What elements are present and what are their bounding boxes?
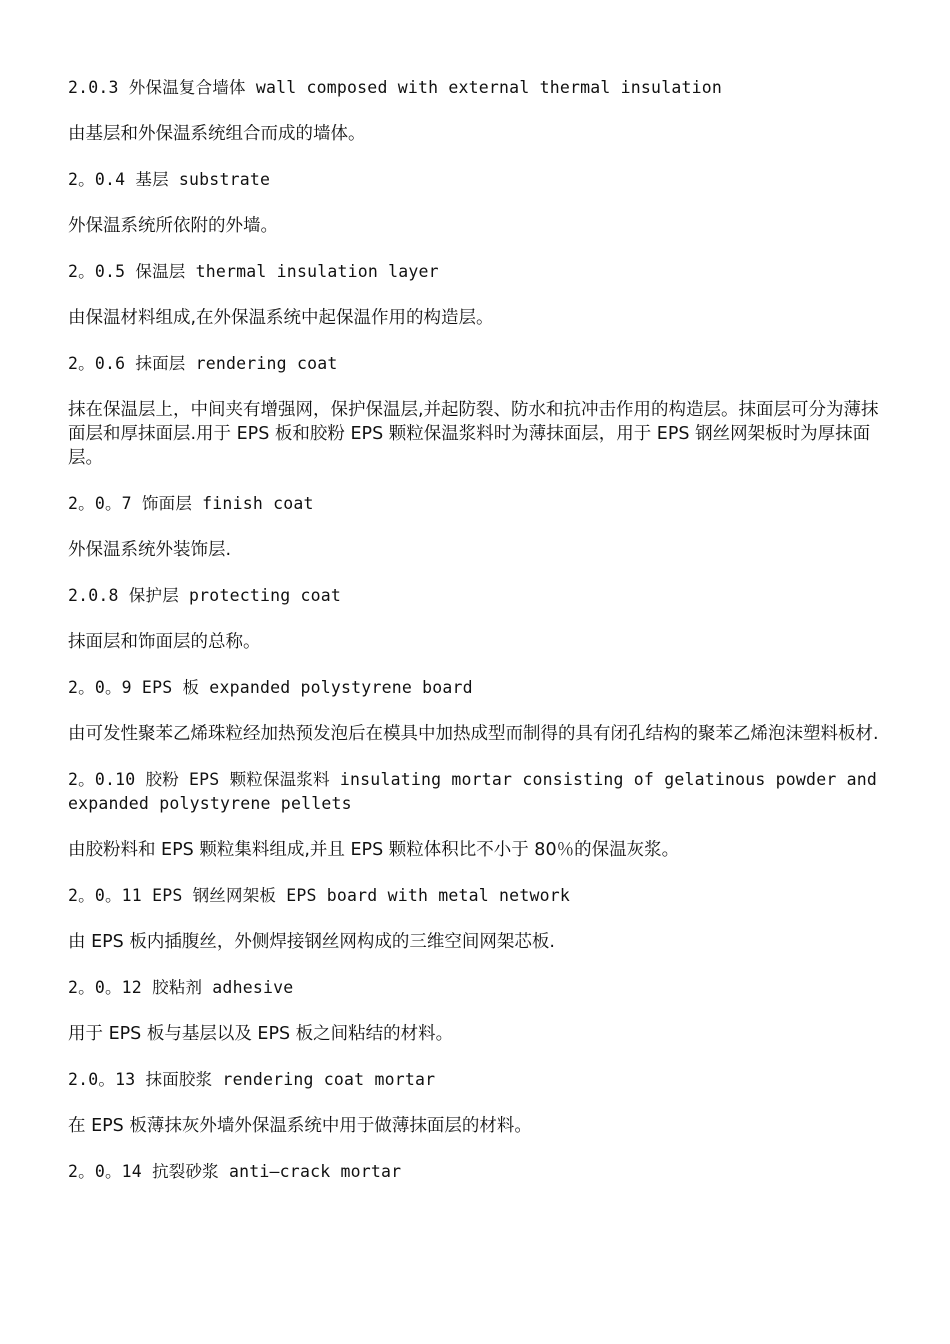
term-heading-2-0-7: 2。0。7 饰面层 finish coat xyxy=(68,494,314,513)
term-definition-2-0-13: 在 EPS 板薄抹灰外墙外保温系统中用于做薄抹面层的材料。 xyxy=(68,1116,532,1136)
term-heading-2-0-5: 2。0.5 保温层 thermal insulation layer xyxy=(68,262,439,281)
term-heading-2-0-10: 2。0.10 胶粉 EPS 颗粒保温浆料 insulating mortar consisting of gelatinous powder and expanded polystyrene pellets xyxy=(68,770,888,813)
document-page xyxy=(68,76,888,1206)
term-heading-2-0-9: 2。0。9 EPS 板 expanded polystyrene board xyxy=(68,678,473,697)
term-definition-2-0-5: 由保温材料组成,在外保温系统中起保温作用的构造层。 xyxy=(68,308,494,328)
term-heading-2-0-8: 2.0.8 保护层 protecting coat xyxy=(68,586,342,605)
term-heading-2-0-4: 2。0.4 基层 substrate xyxy=(68,170,271,189)
term-definition-2-0-6: 抹在保温层上，中间夹有增强网，保护保温层,并起防裂、防水和抗冲击作用的构造层。抹面层可分为薄抹面层和厚抹面层.用于 EPS 板和胶粉 EPS 颗粒保温浆料时为薄抹面层，用于 EPS 钢丝网架板时为厚抹面层。 xyxy=(68,400,879,468)
term-heading-2-0-14: 2。0。14 抗裂砂浆 anti—crack mortar xyxy=(68,1162,402,1181)
term-heading-2-0-3: 2.0.3 外保温复合墙体 wall composed with external thermal insulation xyxy=(68,78,722,97)
term-definition-2-0-4: 外保温系统所依附的外墙。 xyxy=(68,216,278,236)
term-definition-2-0-9: 由可发性聚苯乙烯珠粒经加热预发泡后在模具中加热成型而制得的具有闭孔结构的聚苯乙烯泡沫塑料板材. xyxy=(68,724,879,744)
term-heading-2-0-11: 2。0。11 EPS 钢丝网架板 EPS board with metal network xyxy=(68,886,570,905)
term-definition-2-0-10: 由胶粉料和 EPS 颗粒集料组成,并且 EPS 颗粒体积比不小于 80％的保温灰浆。 xyxy=(68,840,680,860)
term-definition-2-0-7: 外保温系统外装饰层. xyxy=(68,540,232,560)
term-heading-2-0-6: 2。0.6 抹面层 rendering coat xyxy=(68,354,338,373)
term-definition-2-0-11: 由 EPS 板内插腹丝，外侧焊接钢丝网构成的三维空间网架芯板. xyxy=(68,932,555,952)
term-definition-2-0-3: 由基层和外保温系统组合而成的墙体。 xyxy=(68,124,366,144)
term-definition-2-0-12: 用于 EPS 板与基层以及 EPS 板之间粘结的材料。 xyxy=(68,1024,454,1044)
term-heading-2-0-13: 2.0。13 抹面胶浆 rendering coat mortar xyxy=(68,1070,436,1089)
term-definition-2-0-8: 抹面层和饰面层的总称。 xyxy=(68,632,261,652)
term-heading-2-0-12: 2。0。12 胶粘剂 adhesive xyxy=(68,978,294,997)
